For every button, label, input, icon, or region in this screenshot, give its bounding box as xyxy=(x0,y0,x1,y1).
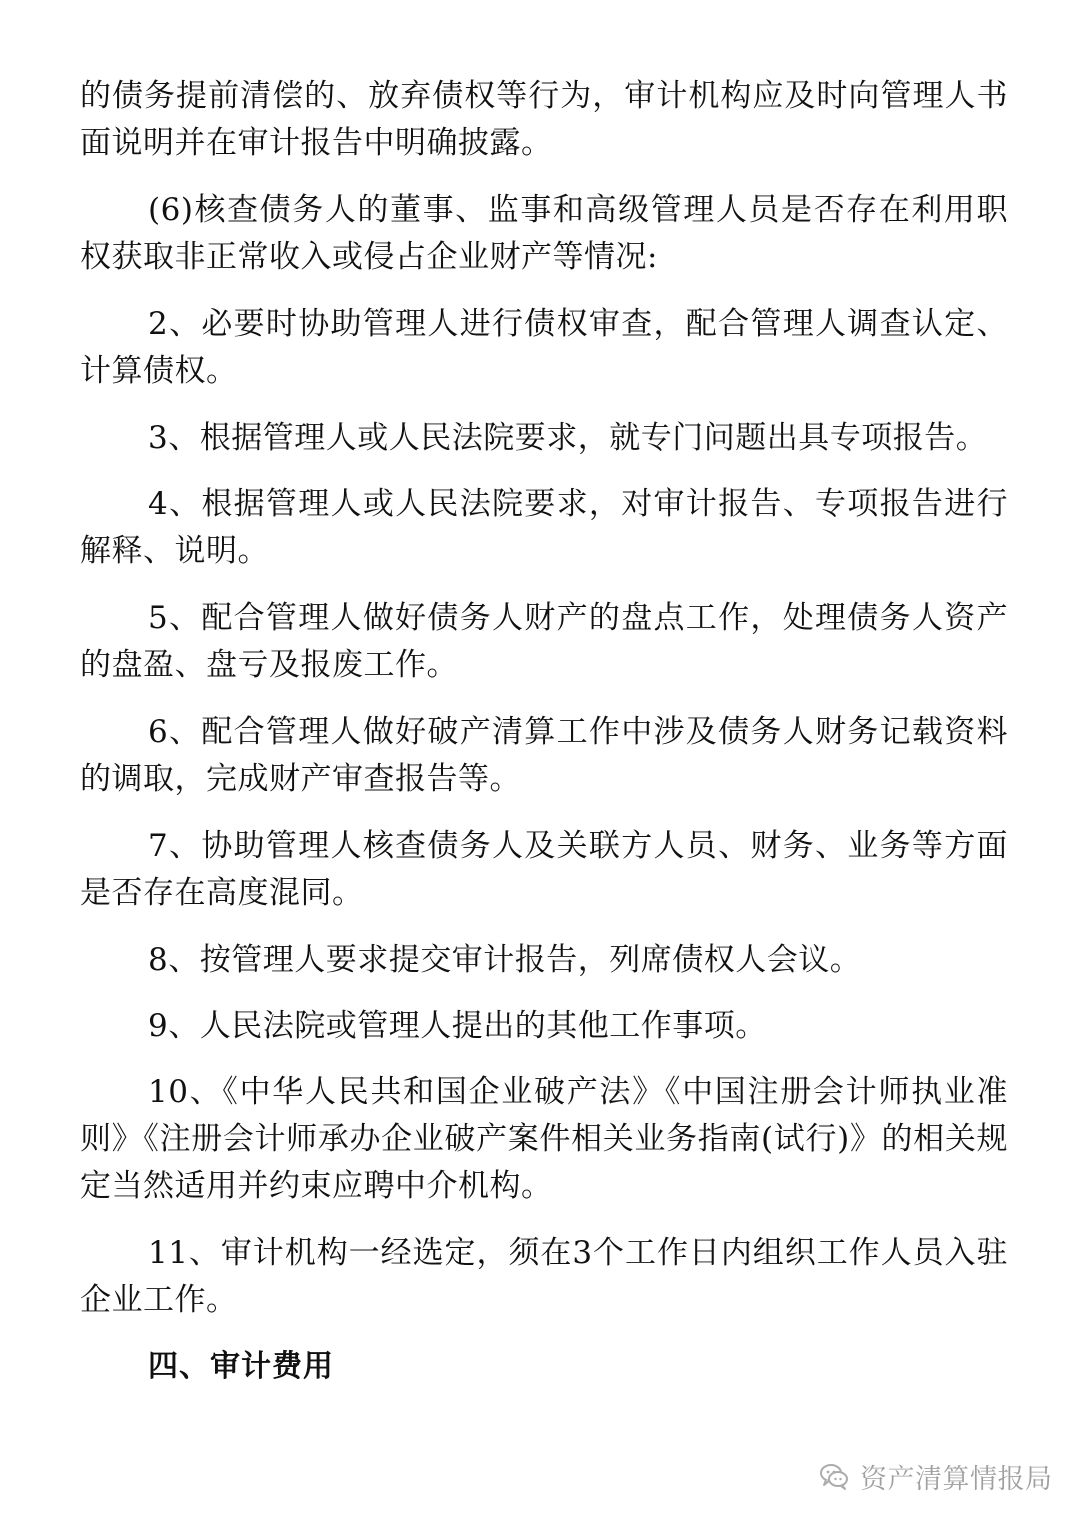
paragraph-item-7: 7、协助管理人核查债务人及关联方人员、财务、业务等方面是否存在高度混同。 xyxy=(80,828,1008,911)
paragraph-item-6: (6)核查债务人的董事、监事和高级管理人员是否存在利用职权获取非正常收入或侵占企业财产等情况: xyxy=(80,192,1008,275)
watermark xyxy=(818,1458,1053,1494)
paragraph-item-4: 4、根据管理人或人民法院要求，对审计报告、专项报告进行解释、说明。 xyxy=(80,486,1008,569)
paragraph-item-8: 8、按管理人要求提交审计报告，列席债权人会议。 xyxy=(148,942,862,978)
paragraph-item-9: 9、人民法院或管理人提出的其他工作事项。 xyxy=(148,1008,767,1044)
paragraph-continuation: 的债务提前清偿的、放弃债权等行为，审计机构应及时向管理人书面说明并在审计报告中明确披露。 xyxy=(80,78,1008,161)
wechat-icon xyxy=(818,1461,850,1491)
paragraph-item-5: 5、配合管理人做好债务人财产的盘点工作，处理债务人资产的盘盈、盘亏及报废工作。 xyxy=(80,600,1008,683)
section-heading: 四、审计费用 xyxy=(148,1349,334,1384)
paragraph-item-11: 11、审计机构一经选定，须在3个工作日内组织工作人员入驻企业工作。 xyxy=(80,1235,1008,1318)
paragraph-item-2: 2、必要时协助管理人进行债权审查，配合管理人调查认定、计算债权。 xyxy=(80,306,1008,389)
watermark-text: 资产清算情报局 xyxy=(860,1463,1053,1495)
paragraph-item-3: 3、根据管理人或人民法院要求，就专门问题出具专项报告。 xyxy=(148,420,988,456)
paragraph-item-6b: 6、配合管理人做好破产清算工作中涉及债务人财务记载资料的调取，完成财产审查报告等。 xyxy=(80,714,1008,797)
paragraph-item-10: 10、《中华人民共和国企业破产法》《中国注册会计师执业准则》《注册会计师承办企业破产案件相关业务指南(试行)》的相关规定当然适用并约束应聘中介机构。 xyxy=(80,1074,1008,1204)
